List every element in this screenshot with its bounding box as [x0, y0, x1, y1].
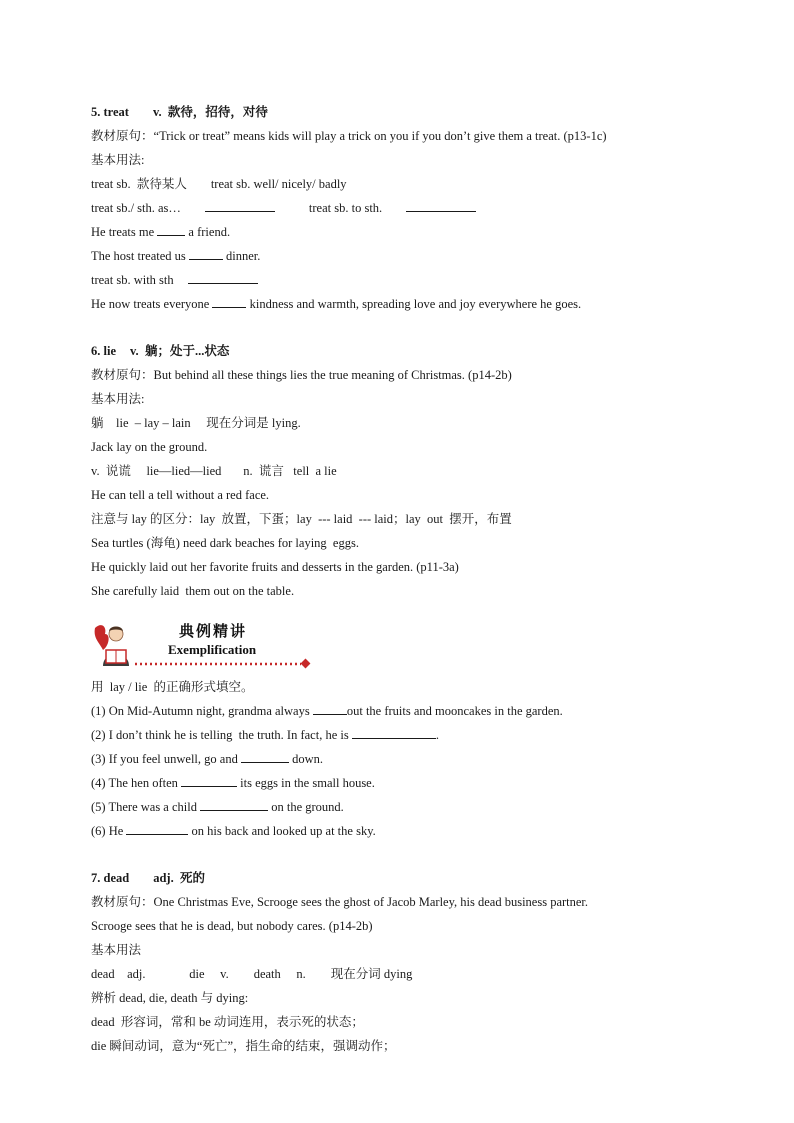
- section7-source-cont: Scrooge sees that he is dead, but nobody cares. (p14-2b): [91, 919, 373, 933]
- answer-blank: [212, 296, 246, 308]
- section6-usage-label: 基本用法:: [91, 392, 145, 406]
- exercise-q2: (2) I don’t think he is telling the truth. In fact, he is .: [91, 728, 439, 742]
- exemplification-banner: [91, 620, 321, 670]
- section6-source: 教材原句：But behind all these things lies the true meaning of Christmas. (p14-2b): [91, 368, 512, 382]
- section5-usage-label: 基本用法:: [91, 153, 145, 167]
- exercise-q3: (3) If you feel unwell, go and down.: [91, 752, 323, 766]
- exercise-q1: (1) On Mid-Autumn night, grandma always out the fruits and mooncakes in the garden.: [91, 704, 563, 718]
- answer-blank: [188, 272, 258, 284]
- section6-line7: He quickly laid out her favorite fruits and desserts in the garden. (p11-3a): [91, 560, 459, 574]
- section5-example1: He treats me a friend.: [91, 225, 231, 239]
- section6-line8: She carefully laid them out on the table.: [91, 584, 295, 598]
- section7-line1: dead adj. die v. death n. 现在分词 dying: [91, 967, 413, 981]
- section6-line6: Sea turtles (海龟) need dark beaches for laying eggs.: [91, 536, 359, 550]
- section5-example3: He now treats everyone kindness and warmth, spreading love and joy everywhere he goes.: [91, 297, 582, 311]
- section7-heading: 7. dead adj. 死的: [91, 871, 205, 885]
- section7-line3: dead 形容词，常和 be 动词连用，表示死的状态；: [91, 1015, 364, 1029]
- section7-line2: 辨析 dead, die, death 与 dying:: [91, 991, 249, 1005]
- section5-usage-line1: treat sb. 款待某人 treat sb. well/ nicely/ badly: [91, 177, 347, 191]
- exercise-q5: (5) There was a child on the ground.: [91, 800, 344, 814]
- section5-example2: The host treated us dinner.: [91, 249, 261, 263]
- answer-blank: [352, 727, 436, 739]
- answer-blank: [181, 775, 237, 787]
- answer-blank: [205, 200, 275, 212]
- answer-blank: [406, 200, 476, 212]
- section5-heading: 5. treat v. 款待，招待，对待: [91, 105, 268, 119]
- answer-blank: [241, 751, 289, 763]
- exercise-q4: (4) The hen often its eggs in the small house.: [91, 776, 375, 790]
- section6-line5: 注意与 lay 的区分：lay 放置，下蛋；lay --- laid --- laid；lay out 摆开，布置: [91, 512, 512, 526]
- exercise-instruction: 用 lay / lie 的正确形式填空。: [91, 680, 254, 694]
- banner-subtitle: Exemplification: [168, 642, 257, 657]
- section7-usage-label: 基本用法: [91, 943, 142, 957]
- section5-usage-line2: treat sb./ sth. as… treat sb. to sth.: [91, 200, 476, 216]
- section5-source: 教材原句：“Trick or treat” means kids will play a trick on you if you don’t give them a treat. (p13-1c): [91, 129, 607, 143]
- section5-usage-line3: treat sb. with sth: [91, 272, 258, 288]
- section6-heading: 6. lie v. 躺；处于...状态: [91, 344, 230, 358]
- answer-blank: [313, 703, 347, 715]
- section6-line3: v. 说谎 lie—lied—lied n. 谎言 tell a lie: [91, 464, 337, 478]
- answer-blank: [189, 248, 223, 260]
- banner-title: 典例精讲: [179, 622, 248, 640]
- section6-line1: 躺 lie – lay – lain 现在分词是 lying.: [91, 416, 301, 430]
- answer-blank: [126, 823, 188, 835]
- section7-line4: die 瞬间动词，意为“死亡”，指生命的结束，强调动作；: [91, 1039, 396, 1053]
- section6-line2: Jack lay on the ground.: [91, 440, 208, 454]
- answer-blank: [200, 799, 268, 811]
- section7-source: 教材原句：One Christmas Eve, Scrooge sees the ghost of Jacob Marley, his dead business partner.: [91, 895, 589, 909]
- section6-line4: He can tell a tell without a red face.: [91, 488, 270, 502]
- exercise-q6: (6) He on his back and looked up at the sky.: [91, 824, 376, 838]
- answer-blank: [157, 224, 185, 236]
